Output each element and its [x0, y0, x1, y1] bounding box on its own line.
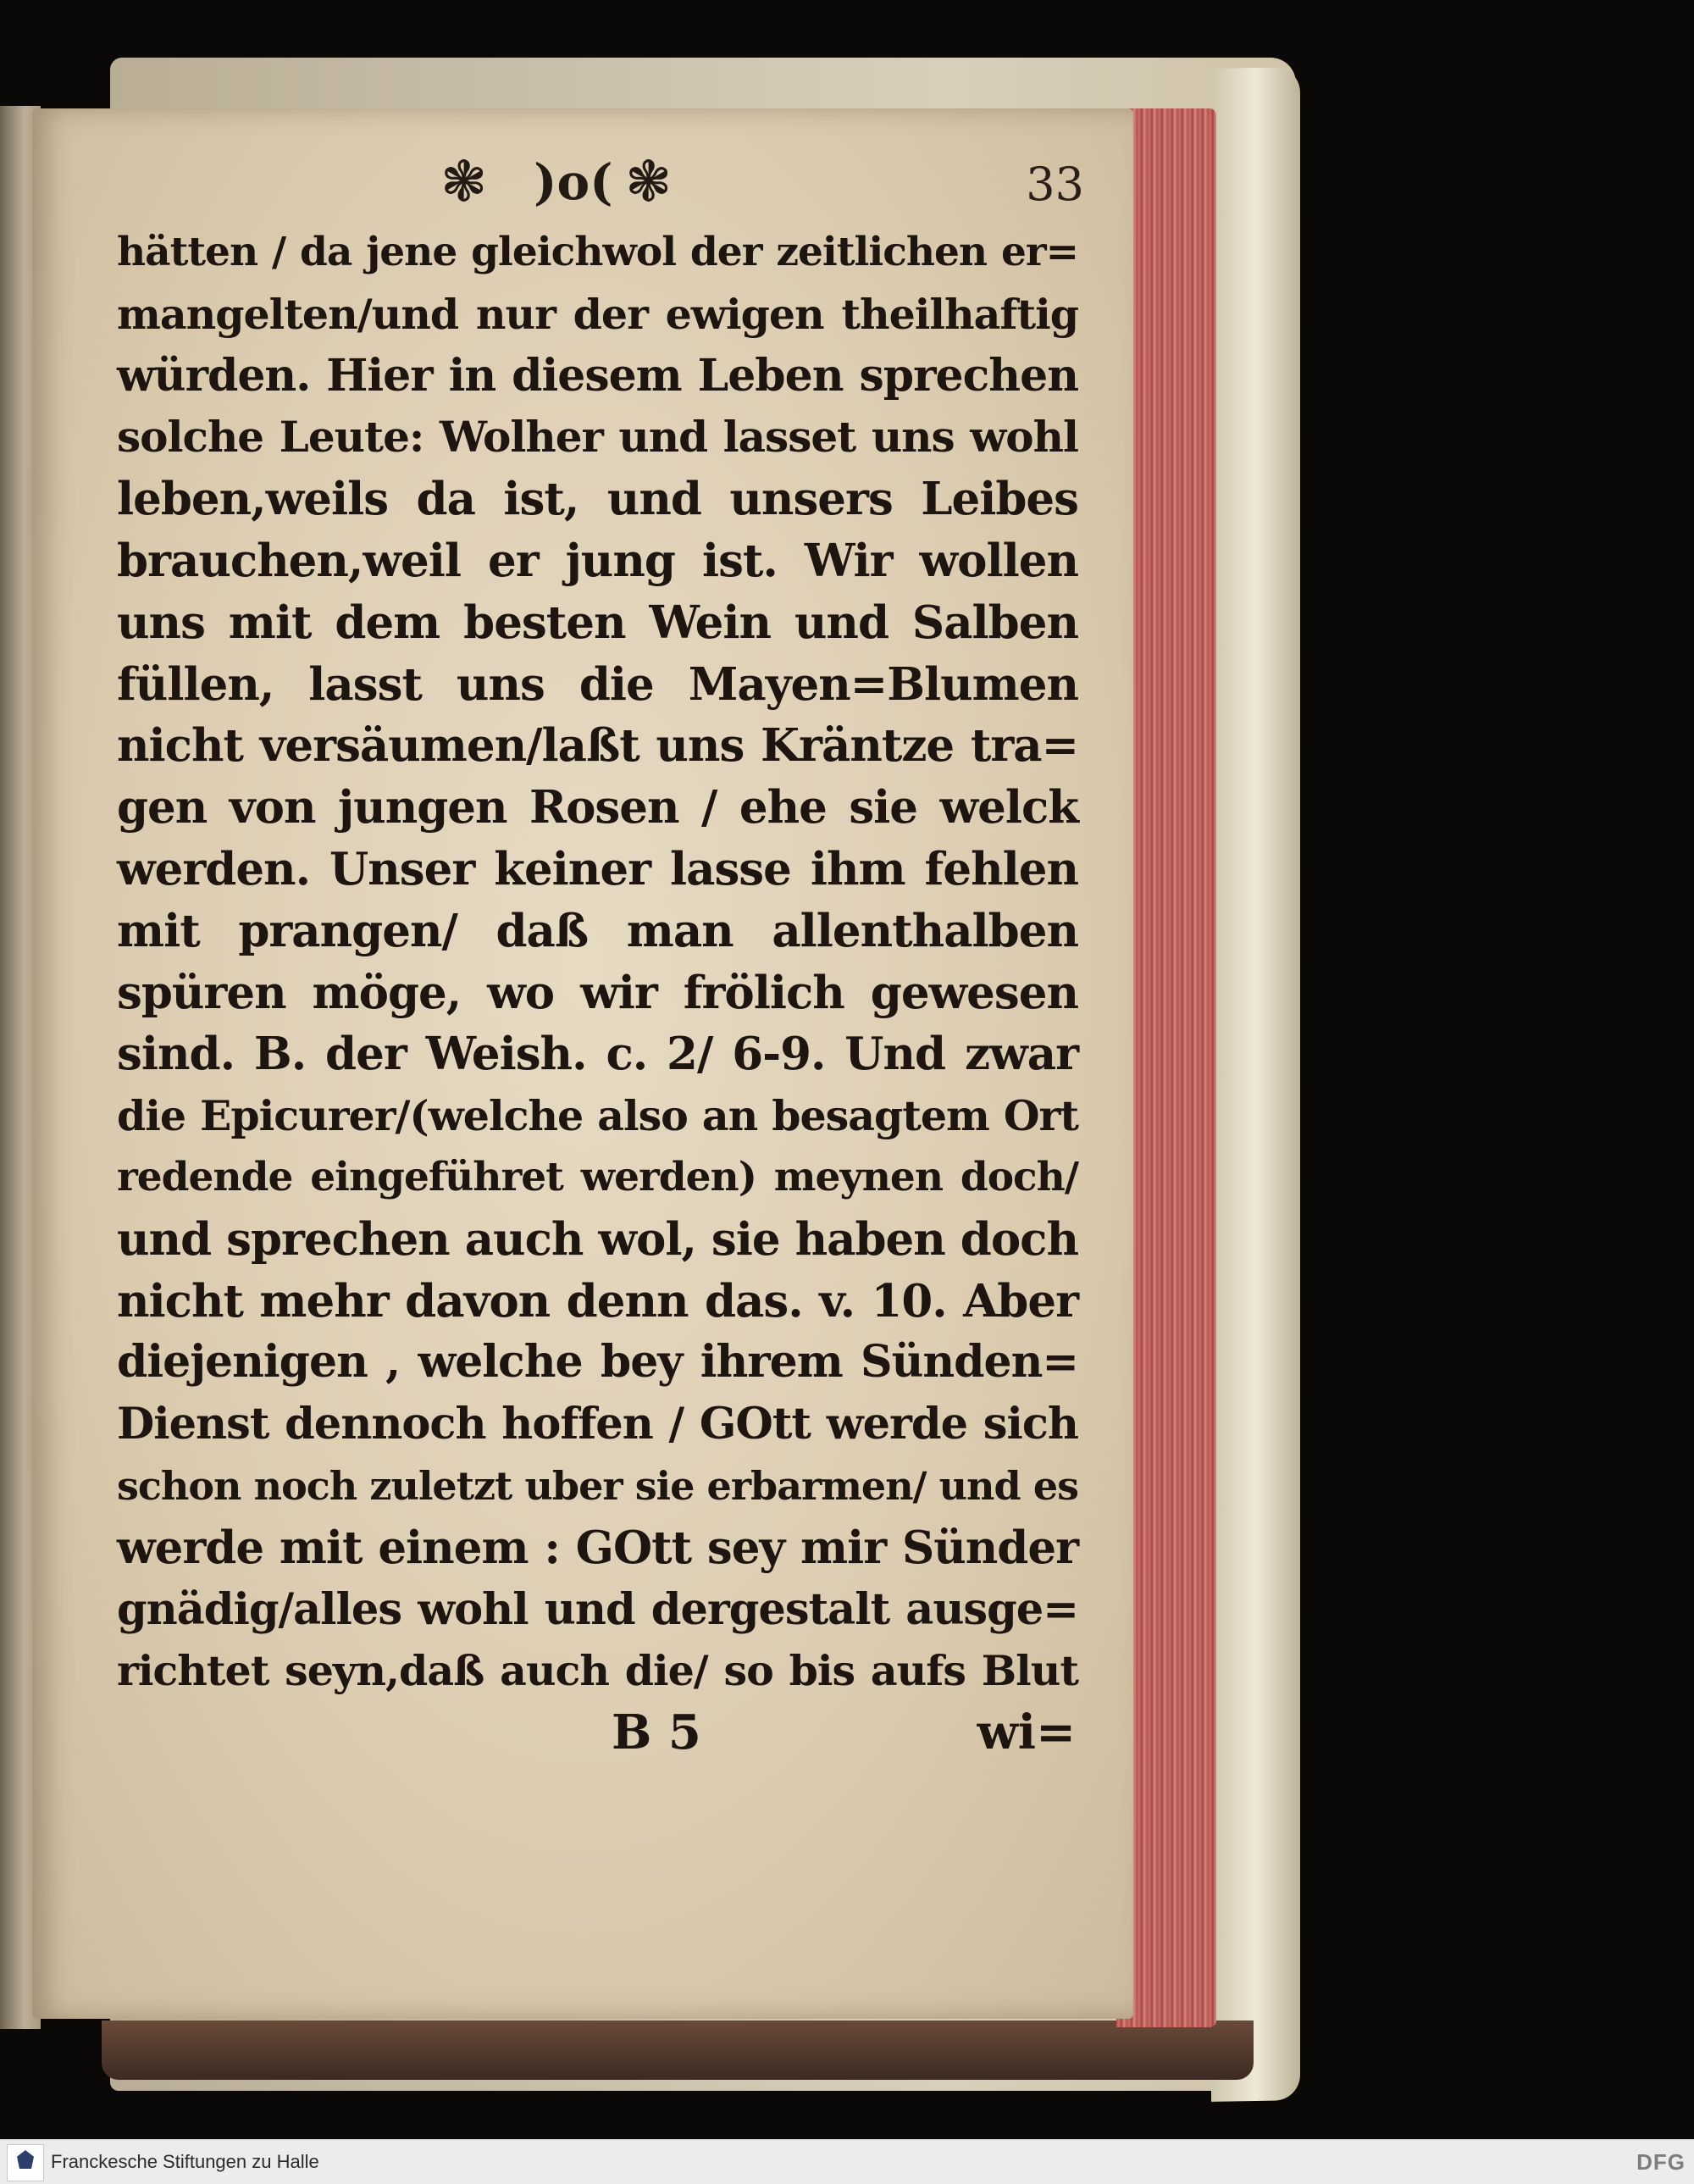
institution-name: Franckesche Stiftungen zu Halle — [51, 2151, 319, 2172]
text-line: werden. Unser keiner lasse ihm fehlen — [117, 842, 1078, 895]
text-line: nicht versäumen/laßt uns Kräntze tra= — [117, 719, 1078, 773]
text-line: sind. B. der Weish. c. 2/ 6-9. Und zwar — [117, 1028, 1078, 1081]
ornament-center: )o( — [534, 153, 613, 211]
institution-logo-icon[interactable] — [7, 2144, 44, 2181]
page-number: 33 — [1026, 158, 1084, 211]
running-head — [432, 149, 1084, 214]
text-line: gen von jungen Rosen / ehe sie welck — [117, 781, 1078, 834]
text-line: leben,weils da ist, und unsers Leibes — [117, 473, 1078, 526]
cover-bottom-edge — [102, 2020, 1254, 2080]
text-line: werde mit einem : GOtt sey mir Sünder — [117, 1521, 1078, 1574]
ornament-flower-icon: ❃ — [440, 149, 488, 214]
text-line: richtet seyn,daß auch die/ so bis aufs Blut — [117, 1646, 1078, 1696]
text-line: mangelten/und nur der ewigen theilhaftig — [117, 289, 1078, 339]
text-line: spüren möge, wo wir frölich gewesen — [117, 966, 1078, 1019]
text-line: diejenigen , welche bey ihrem Sünden= — [117, 1336, 1078, 1389]
text-line: gnädig/alles wohl und dergestalt ausge= — [117, 1583, 1078, 1635]
catchword: wi= — [977, 1705, 1076, 1760]
text-line: mit prangen/ daß man allenthalben — [117, 904, 1078, 957]
text-line: hätten / da jene gleichwol der zeitlichen er= — [117, 229, 1078, 275]
text-line: schon noch zuletzt uber sie erbarmen/ und es — [117, 1462, 1078, 1509]
text-line: würden. Hier in diesem Leben sprechen — [117, 349, 1078, 402]
text-line: uns mit dem besten Wein und Salben — [117, 596, 1078, 649]
page-footer — [119, 1699, 1076, 1766]
ornament-flower-icon: ❃ — [625, 149, 673, 214]
viewer-footer-bar — [0, 2139, 1694, 2184]
body-text — [117, 222, 1078, 1702]
text-line: solche Leute: Wolher und lasset uns wohl — [117, 412, 1078, 463]
text-line: brauchen,weil er jung ist. Wir wollen — [117, 534, 1078, 587]
vellum-binding — [1211, 67, 1300, 2102]
text-line: redende eingeführet werden) meynen doch/ — [117, 1153, 1078, 1200]
text-line: und sprechen auch wol, sie haben doch — [117, 1212, 1078, 1266]
text-line: Dienst dennoch hoffen / GOtt werde sich — [117, 1399, 1078, 1450]
signature-mark: B 5 — [612, 1705, 701, 1760]
text-line: die Epicurer/(welche also an besagtem Ort — [117, 1091, 1078, 1141]
text-line: füllen, lasst uns die Mayen=Blumen — [117, 657, 1078, 711]
dfg-logo[interactable]: DFG — [1636, 2149, 1686, 2175]
text-line: nicht mehr davon denn das. v. 10. Aber — [117, 1274, 1078, 1328]
